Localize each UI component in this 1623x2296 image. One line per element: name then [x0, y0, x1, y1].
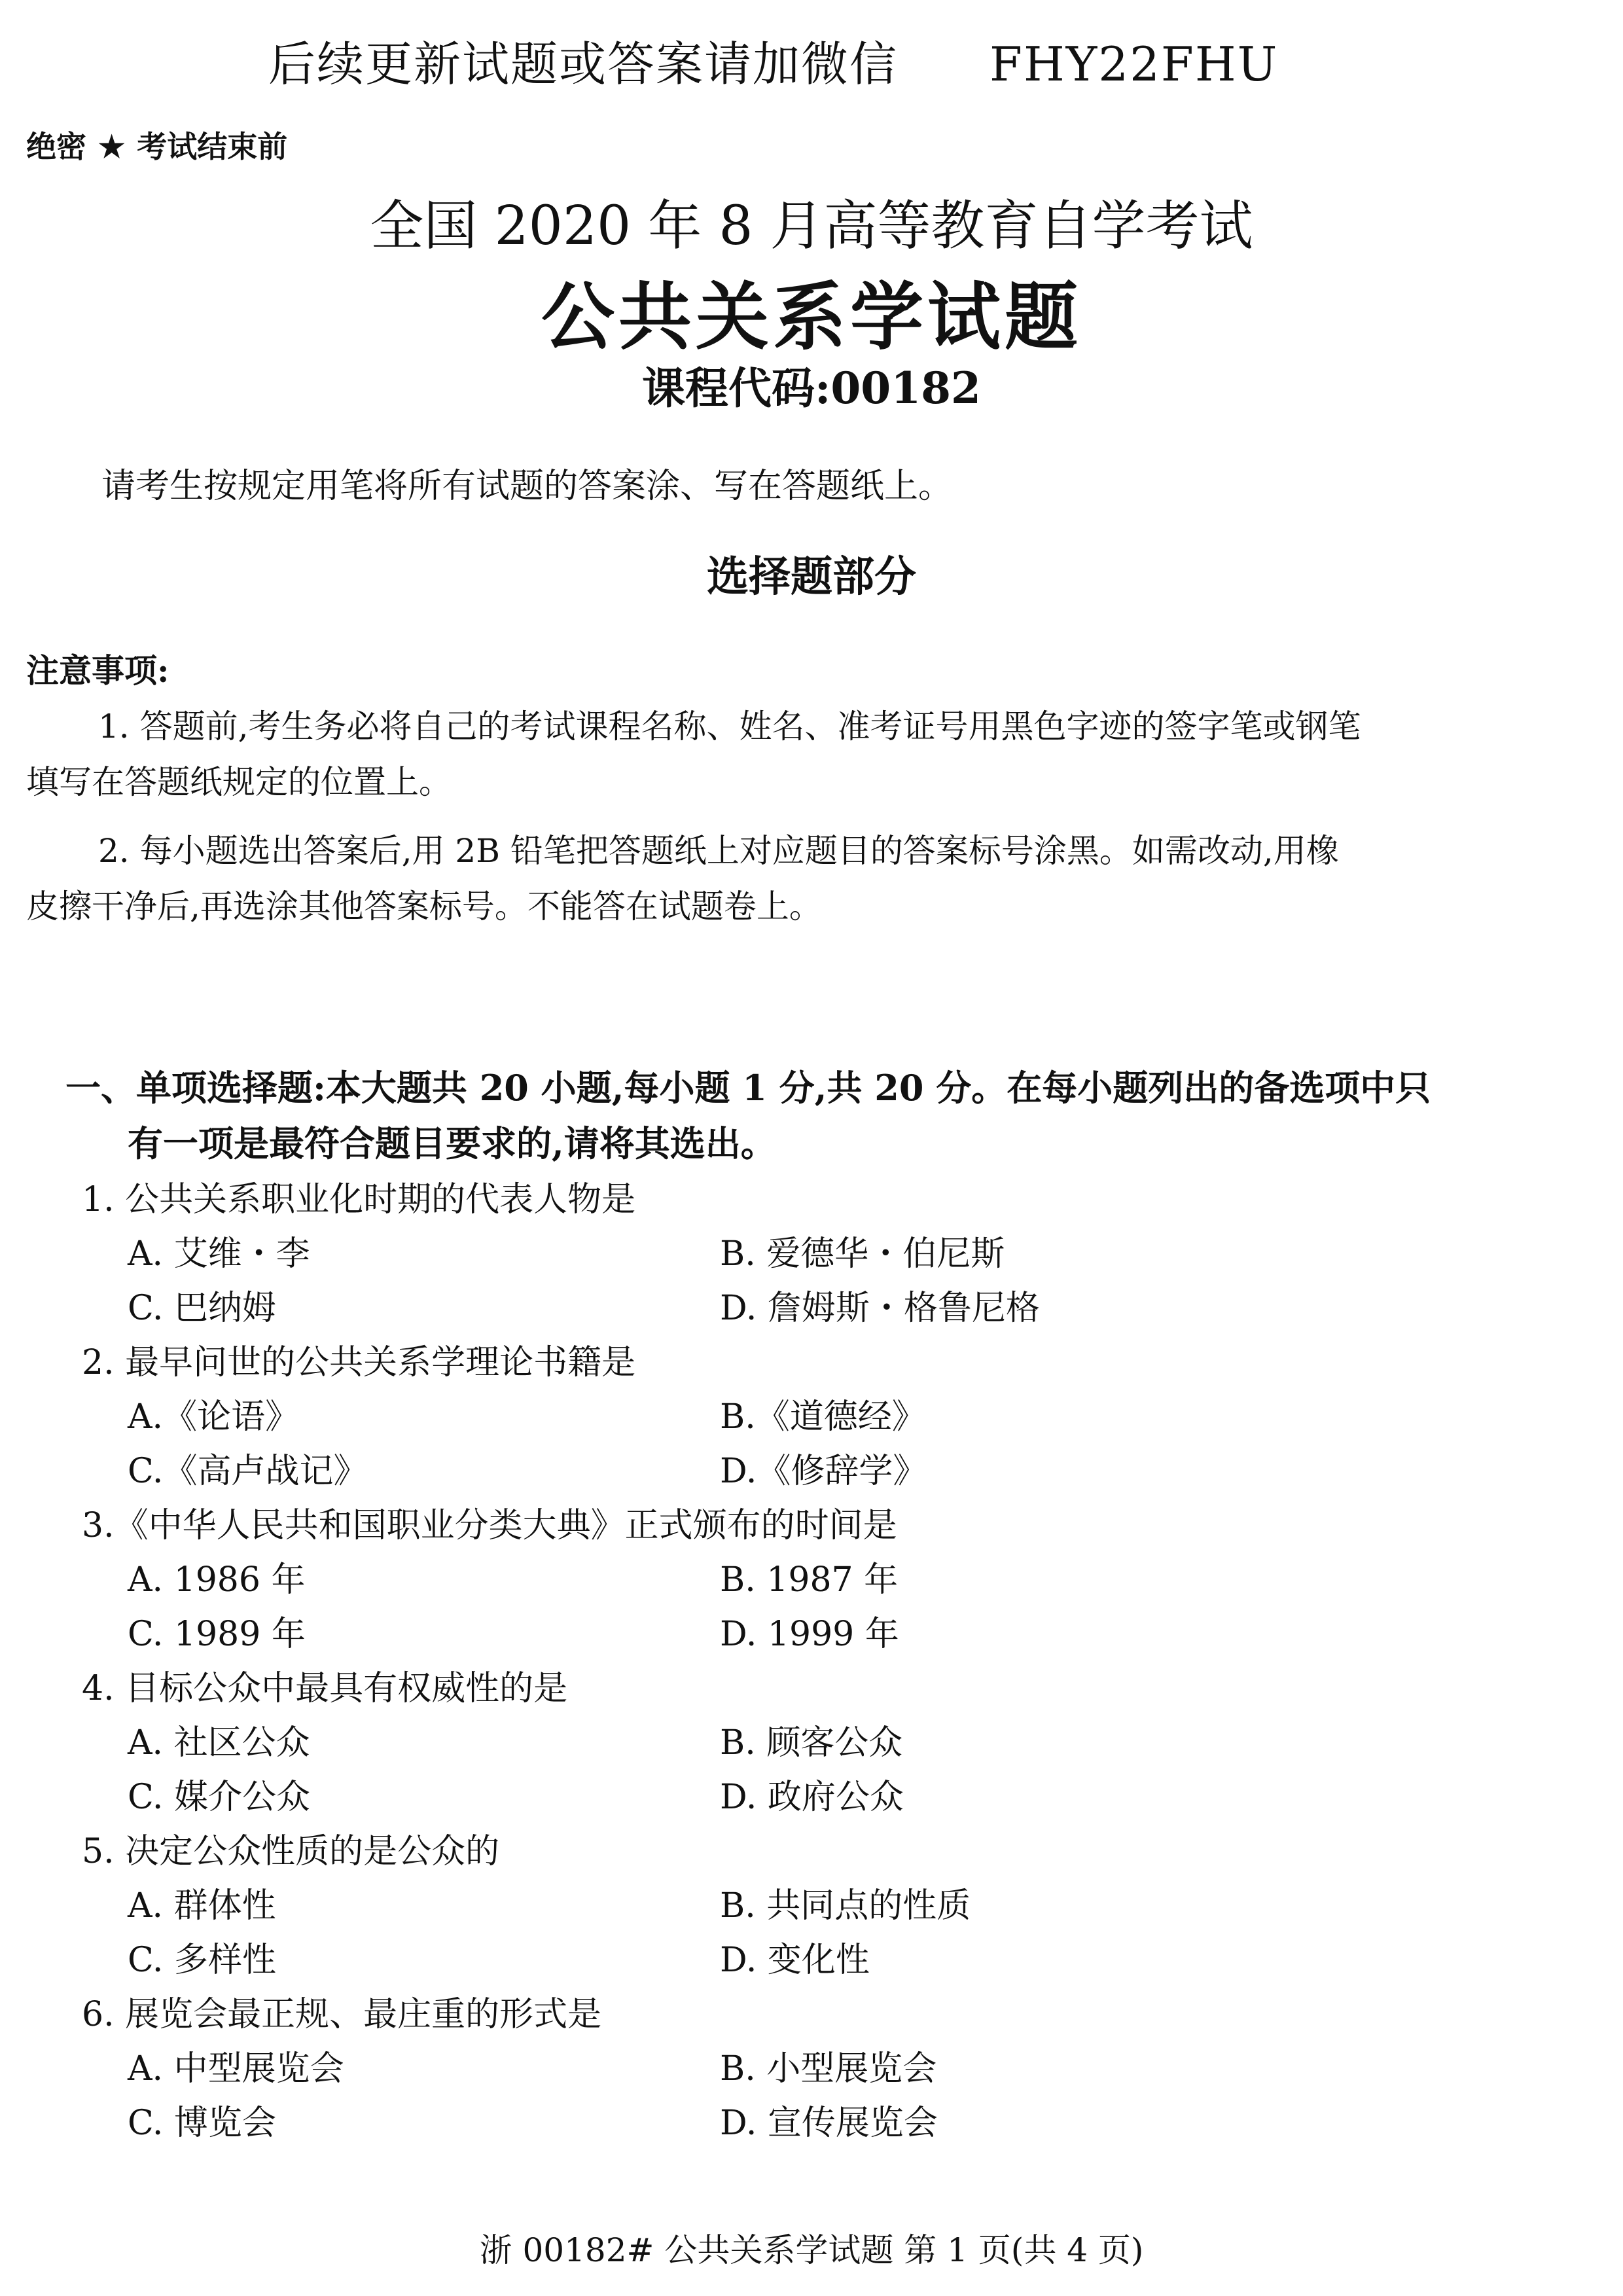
part-heading-line-1: 一、单项选择题:本大题共 20 小题,每小题 1 分,共 20 分。在每小题列出的备选项中只	[65, 1067, 1431, 1109]
exam-instruction: 请考生按规定用笔将所有试题的答案涂、写在答题纸上。	[101, 467, 953, 506]
note-2-line-2: 皮擦干净后,再选涂其他答案标号。不能答在试题卷上。	[26, 888, 822, 925]
question-4-option-b: B. 顾客公众	[720, 1723, 903, 1763]
note-1-line-1: 1. 答题前,考生务必将自己的考试课程名称、姓名、准考证号用黑色字迹的签字笔或钢笔	[98, 708, 1361, 745]
question-3-option-a: A. 1986 年	[128, 1560, 306, 1600]
question-3-option-b: B. 1987 年	[720, 1560, 899, 1600]
question-1-option-c: C. 巴纳姆	[128, 1289, 276, 1328]
question-2-option-a: A.《论语》	[128, 1397, 300, 1437]
question-3-option-c: C. 1989 年	[128, 1615, 306, 1654]
secrecy-level: 绝密	[26, 129, 86, 164]
watermark-text: 后续更新试题或答案请加微信	[268, 37, 899, 92]
watermark	[268, 26, 1278, 94]
question-4-option-a: A. 社区公众	[128, 1723, 310, 1763]
question-6-option-d: D. 宣传展览会	[720, 2104, 938, 2143]
question-6-option-a: A. 中型展览会	[128, 2049, 344, 2089]
question-3-stem: 3.《中华人民共和国职业分类大典》正式颁布的时间是	[82, 1506, 897, 1545]
star-icon: ★	[98, 129, 126, 164]
page-footer: 浙 00182# 公共关系学试题 第 1 页(共 4 页)	[479, 2231, 1144, 2269]
question-4-option-d: D. 政府公众	[720, 1778, 904, 1817]
part-heading-line-2: 有一项是最符合题目要求的,请将其选出。	[128, 1122, 776, 1164]
paper-title: 公共关系学试题	[541, 274, 1082, 360]
question-5-option-b: B. 共同点的性质	[720, 1886, 971, 1926]
question-5-option-d: D. 变化性	[720, 1941, 870, 1980]
section-title: 选择题部分	[707, 552, 916, 601]
question-2-option-b: B.《道德经》	[720, 1397, 926, 1437]
course-code: 课程代码:00182	[642, 363, 981, 414]
note-2-line-1: 2. 每小题选出答案后,用 2B 铅笔把答题纸上对应题目的答案标号涂黑。如需改动,用橡	[98, 832, 1339, 870]
question-1-option-d: D. 詹姆斯・格鲁尼格	[720, 1289, 1040, 1328]
question-4-option-c: C. 媒介公众	[128, 1778, 310, 1817]
question-5-stem: 5. 决定公众性质的是公众的	[82, 1832, 500, 1871]
question-6-option-c: C. 博览会	[128, 2104, 276, 2143]
question-5-option-a: A. 群体性	[128, 1886, 276, 1926]
question-6-stem: 6. 展览会最正规、最庄重的形式是	[82, 1995, 602, 2034]
question-4-stem: 4. 目标公众中最具有权威性的是	[82, 1669, 568, 1708]
secrecy-note: 考试结束前	[137, 129, 288, 164]
watermark-code: FHY22FHU	[990, 37, 1279, 92]
exam-title: 全国 2020 年 8 月高等教育自学考试	[370, 195, 1253, 257]
question-2-option-c: C.《高卢战记》	[128, 1452, 368, 1491]
question-2-stem: 2. 最早问世的公共关系学理论书籍是	[82, 1343, 636, 1382]
secrecy-label	[26, 123, 287, 166]
notes-heading: 注意事项:	[26, 651, 169, 690]
question-3-option-d: D. 1999 年	[720, 1615, 899, 1654]
question-1-option-b: B. 爱德华・伯尼斯	[720, 1234, 1005, 1274]
note-1-line-2: 填写在答题纸规定的位置上。	[26, 763, 452, 801]
question-5-option-c: C. 多样性	[128, 1941, 276, 1980]
question-6-option-b: B. 小型展览会	[720, 2049, 937, 2089]
question-2-option-d: D.《修辞学》	[720, 1452, 927, 1491]
question-1-option-a: A. 艾维・李	[128, 1234, 310, 1274]
question-1-stem: 1. 公共关系职业化时期的代表人物是	[82, 1180, 636, 1219]
